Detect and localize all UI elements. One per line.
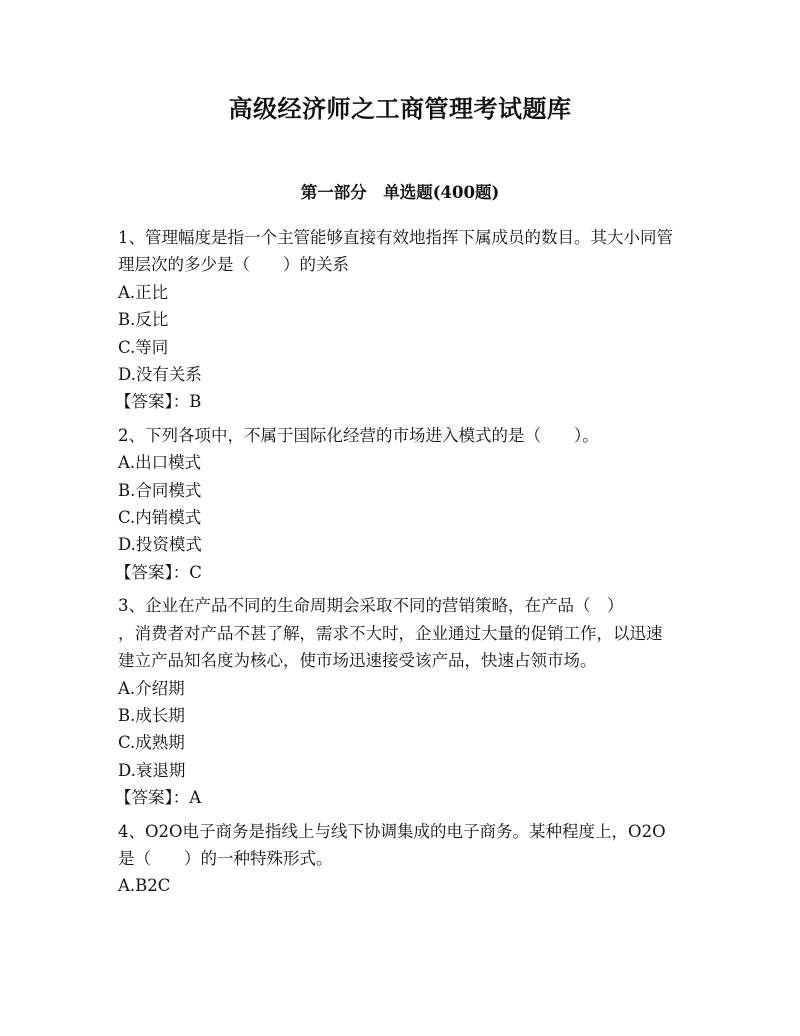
option-a: A.B2C [118,876,171,896]
option-c: C.等同 [118,337,169,357]
option-c: C.成熟期 [118,733,185,753]
question-3 [115,592,678,811]
option-b: B.反比 [118,310,169,330]
question-stem: 4、O2O电子商务是指线上与线下协调集成的电子商务。某种程度上，O2O是（ ）的一种特殊形式。 [118,821,666,868]
answer-line: 【答案】：A [115,788,202,808]
option-a: A.出口模式 [118,453,202,473]
question-stem: 3、企业在产品不同的生命周期会采取不同的营销策略，在产品（ ） ，消费者对产品不甚了解，需求不大时，企业通过大量的促销工作，以迅速建立产品知名度为核心，使市场迅速接受该产品，快速占领市场。 [118,596,663,671]
question-1 [115,224,678,416]
question-stem: 1、管理幅度是指一个主管能够直接有效地指挥下属成员的数目。其大小同管理层次的多少是（ ）的关系 [118,228,673,275]
option-d: D.投资模式 [118,535,202,555]
option-c: C.内销模式 [118,508,202,528]
question-list [115,224,678,906]
option-b: B.合同模式 [118,480,202,500]
question-2 [115,422,678,586]
document-title: 高级经济师之工商管理考试题库 [228,94,572,123]
answer-line: 【答案】：B [115,392,202,412]
answer-line: 【答案】：C [115,562,202,582]
option-b: B.成长期 [118,705,185,725]
question-4 [118,818,678,900]
option-a: A.正比 [118,282,169,302]
option-d: D.衰退期 [118,760,186,780]
section-title: 第一部分 单选题(400题) [300,183,500,202]
question-stem: 2、下列各项中，不属于国际化经营的市场进入模式的是（ ）。 [118,425,599,445]
option-d: D.没有关系 [118,365,202,385]
option-a: A.介绍期 [118,678,185,698]
